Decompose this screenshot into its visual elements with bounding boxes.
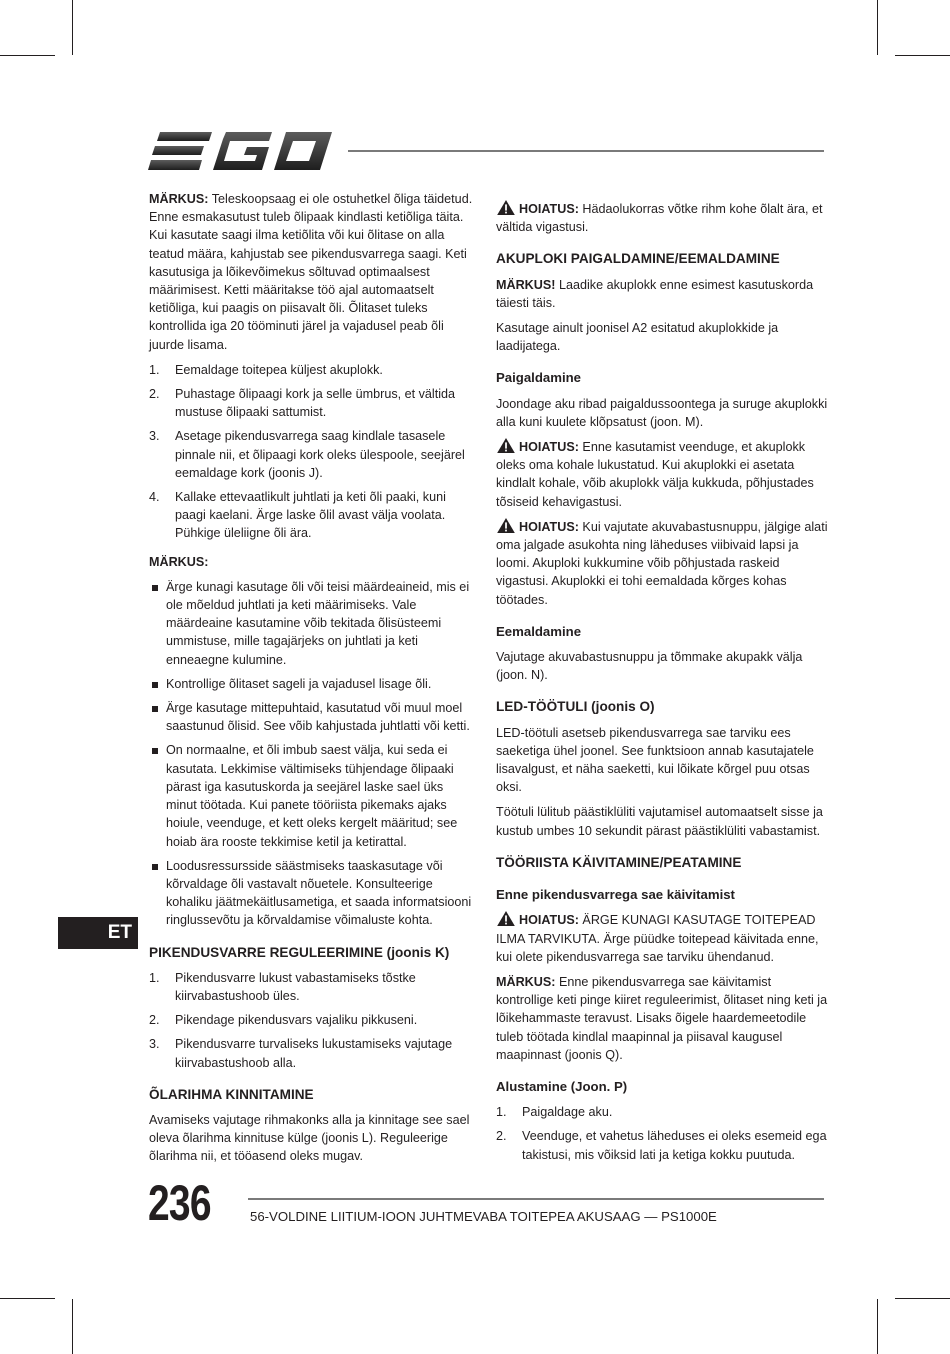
paragraph: Töötuli lülitub päästiklüliti vajutamisel automaatselt sisse ja kustub umbes 10 sekundit pärast päästiklüliti vabastamist.	[496, 805, 823, 838]
subheading: Eemaldamine	[496, 623, 582, 639]
bullet-icon	[152, 585, 158, 591]
step-number: 2.	[149, 387, 160, 402]
note-bullets	[149, 578, 475, 930]
crop-mark	[877, 0, 878, 55]
subheading: Paigaldamine	[496, 370, 582, 386]
step-text: Veenduge, et vahetus läheduses ei oleks esemeid ega takistusi, mis võiksid lati ja ketiga kokku puutuda.	[522, 1129, 827, 1162]
list-item	[149, 578, 475, 669]
ego-logo	[148, 130, 332, 172]
footer-title: 56-VOLDINE LIITIUM-IOON JUHTMEVABA TOITEPEA AKUSAAG — PS1000E	[250, 1209, 717, 1224]
list-item	[149, 361, 475, 379]
note-label: MÄRKUS:	[149, 192, 209, 206]
step-number: 2.	[149, 1013, 160, 1028]
crop-mark	[895, 55, 950, 56]
paragraph: Joondage aku ribad paigaldussoontega ja suruge akuplokki alla kuni kuulete klõpsatust (joon. M).	[496, 396, 828, 429]
list-item	[496, 1103, 828, 1121]
warning-icon	[496, 911, 516, 926]
section-heading: AKUPLOKI PAIGALDAMINE/EEMALDAMINE	[496, 251, 780, 267]
bullet-text: Ärge kunagi kasutage õli või teisi määrdeaineid, mis ei ole mõeldud juhtlati ja keti määrimiseks. Vale määrdeaine kasutamine võib tekitada õlisüsteemi ummistuse, mille tagajärjeks on juhtlati ja keti enneaegne kulumine.	[166, 579, 470, 667]
left-column	[149, 190, 475, 1173]
list-item	[496, 1127, 828, 1163]
list-item	[149, 1035, 475, 1071]
language-tab: ET	[58, 917, 138, 949]
step-number: 1.	[149, 970, 160, 985]
section-heading: LED-TÖÖTULI (joonis O)	[496, 699, 655, 715]
list-item	[149, 699, 475, 735]
step-text: Puhastage õlipaagi kork ja selle ümbrus, et vältida mustuse õlipaaki sattumist.	[175, 387, 456, 420]
warning-icon	[496, 438, 516, 453]
step-number: 4.	[149, 490, 160, 505]
start-steps	[496, 1103, 828, 1164]
step-text: Asetage pikendusvarrega saag kindlale tasasele pinnale nii, et õlipaagi kork oleks ülespoole, seejärel eemaldage kork (joonis J).	[175, 429, 465, 480]
crop-mark	[895, 1298, 950, 1299]
warning-release	[496, 518, 828, 609]
step-text: Pikendage pikendusvars vajaliku pikkuseni.	[175, 1013, 418, 1028]
warning-label: HOIATUS:	[519, 913, 579, 928]
step-text: Pikendusvarre lukust vabastamiseks tõstke kiirvabastushoob üles.	[175, 970, 416, 1003]
bullet-icon	[152, 864, 158, 870]
warning-strap	[496, 200, 828, 236]
bullet-text: Ärge kasutage mittepuhtaid, kasutatud või muul moel saastunud õlisid. See võib kahjustada juhtlatti või ketti.	[166, 701, 470, 734]
note-heading: MÄRKUS:	[149, 554, 209, 569]
header-rule	[348, 150, 824, 152]
step-number: 2.	[496, 1129, 507, 1144]
crop-mark	[72, 1299, 73, 1354]
crop-mark	[877, 1299, 878, 1354]
footer-rule	[248, 1198, 824, 1200]
warning-text: Hädaolukorras võtke rihm kohe õlalt ära, et vältida vigastusi.	[496, 202, 823, 235]
list-item	[149, 857, 475, 930]
step-number: 1.	[149, 362, 160, 377]
warning-label: HOIATUS:	[519, 440, 579, 455]
list-item	[149, 1011, 475, 1029]
list-item	[149, 385, 475, 421]
warning-accessory	[496, 911, 828, 966]
section-heading: PIKENDUSVARRE REGULEERIMINE (joonis K)	[149, 944, 450, 960]
subheading: Enne pikendusvarrega sae käivitamist	[496, 887, 735, 903]
section-heading: TÖÖRIISTA KÄIVITAMINE/PEATAMINE	[496, 854, 742, 870]
step-text: Kallake ettevaatlikult juhtlati ja keti õli paaki, kuni paagi kaelani. Ärge laske õlil avast välja voolata. Pühkige üleliigne õli ära.	[175, 490, 446, 541]
warning-text: Enne kasutamist veenduge, et akuplokk oleks oma kohale lukustatud. Kui akuplokki ei asetata kindlalt kohale, võib akuplokk välja kukkuda, põhjustades tõsiseid kehavigastusi.	[496, 440, 814, 509]
extension-steps	[149, 969, 475, 1072]
step-number: 3.	[149, 429, 160, 444]
crop-mark	[0, 1298, 55, 1299]
paragraph: LED-töötuli asetseb pikendusvarrega sae tarviku ees saeketiga ühel joonel. See funktsioon annab kasutajatele lisavalgust, et näha saeketti, kui lõikate kõrgel puu otsas oksi.	[496, 725, 814, 795]
bullet-text: On normaalne, et õli imbub saest välja, kui seda ei kasutata. Lekkimise vältimiseks tühjendage õlipaaki pärast iga kasutuskorda ja seejärel laske sael üks minut töötada. Kui panete tööriista pikemaks ajaks hoiule, veenduge, et kett oleks kergelt määritud; see hoiab ära rooste tekkimise ketil ja ketirattal.	[166, 743, 458, 849]
warning-text: Kui vajutate akuvabastusnuppu, jälgige alati oma jalgade asukohta ning läheduses viibivaid lapsi ja loomi. Akuploki kukkumine võib põhjustada raskeid vigastusi. Akuplokki ei tohi eemaldada kõrges kohas töötades.	[496, 519, 828, 607]
step-text: Pikendusvarre turvaliseks lukustamiseks vajutage kiirvabastushoob alla.	[175, 1037, 453, 1070]
list-item	[149, 675, 475, 693]
warning-icon	[496, 518, 516, 533]
note-text: Teleskoopsaag ei ole ostuhetkel õliga täidetud. Enne esmakasutust tuleb õlipaak kindlasti ketiõliga täita. Kui kasutate saagi ilma ketiõlita või kui õlitase on alla teatud määra, kahjustab see pikendusvarrega saagi. Keti kasutusiga ja lõikevõimekus sõltuvad optimaalsest määrimisest. Ketti määritakse töö ajal automaatselt ketiõliga, kui paagis on piisavalt õli. Õlitaset tuleks kontrollida iga 20 tööminuti järel ja vajadusel peab õli juurde lisama.	[149, 192, 473, 352]
list-item	[149, 427, 475, 482]
crop-mark	[72, 0, 73, 55]
note-text: Enne pikendusvarrega sae käivitamist kontrollige keti pinge kiiret reguleerimist, õlitaset ning keti ja lõikehammaste teravust. Lisaks õigele haardemeetodile tuleb töötada kindlal maapinnal ja piisaval kaugusel maapinnast (joonis Q).	[496, 974, 828, 1062]
page-number: 236	[148, 1175, 211, 1231]
step-number: 3.	[149, 1037, 160, 1052]
bullet-text: Kontrollige õlitaset sageli ja vajadusel lisage õli.	[166, 676, 432, 691]
warning-icon	[496, 200, 516, 215]
paragraph: Kasutage ainult joonisel A2 esitatud akuplokkide ja laadijatega.	[496, 321, 779, 354]
list-item	[149, 488, 475, 543]
subheading: Alustamine (Joon. P)	[496, 1078, 628, 1094]
list-item	[149, 969, 475, 1005]
oil-steps	[149, 361, 475, 543]
step-text: Eemaldage toitepea küljest akuplokk.	[175, 362, 383, 377]
warning-label: HOIATUS:	[519, 519, 579, 534]
paragraph: Vajutage akuvabastusnuppu ja tõmmake akupakk välja (joon. N).	[496, 650, 803, 683]
crop-mark	[0, 55, 55, 56]
list-item	[149, 741, 475, 850]
right-column	[496, 200, 828, 1172]
paragraph: Avamiseks vajutage rihmakonks alla ja kinnitage see sael oleva õlarihma kinnituse külge (joonis L). Reguleerige õlarihma nii, et tööasend oleks mugav.	[149, 1112, 470, 1164]
warning-text: ÄRGE KUNAGI KASUTAGE TOITEPEAD ILMA TARVIKUTA. Ärge püüdke toitepead käivitada enne, kui olete pikendusvarrega sae tarviku ühendanud.	[496, 913, 819, 964]
note-charge	[496, 276, 828, 312]
bullet-text: Loodusressursside säästmiseks taaskasutage või kõrvaldage õli vastavalt nõuetele. Konsulteerige kohaliku jäätmekäitlusametiga, et saada informatsiooni ringlussevõtu ja kõrvaldamise võimaluste kohta.	[166, 858, 472, 928]
warning-label: HOIATUS:	[519, 202, 579, 216]
note-label: MÄRKUS!	[496, 277, 556, 292]
warning-lock	[496, 438, 828, 511]
step-number: 1.	[496, 1105, 507, 1120]
section-heading: ÕLARIHMA KINNITAMINE	[149, 1086, 314, 1102]
note-label: MÄRKUS:	[496, 974, 556, 989]
note-check	[496, 973, 828, 1064]
bullet-icon	[152, 748, 158, 754]
note-oil	[149, 190, 475, 354]
bullet-icon	[152, 682, 158, 688]
note-text: Laadike akuplokk enne esimest kasutuskorda täiesti täis.	[496, 277, 814, 310]
step-text: Paigaldage aku.	[522, 1105, 613, 1120]
bullet-icon	[152, 706, 158, 712]
